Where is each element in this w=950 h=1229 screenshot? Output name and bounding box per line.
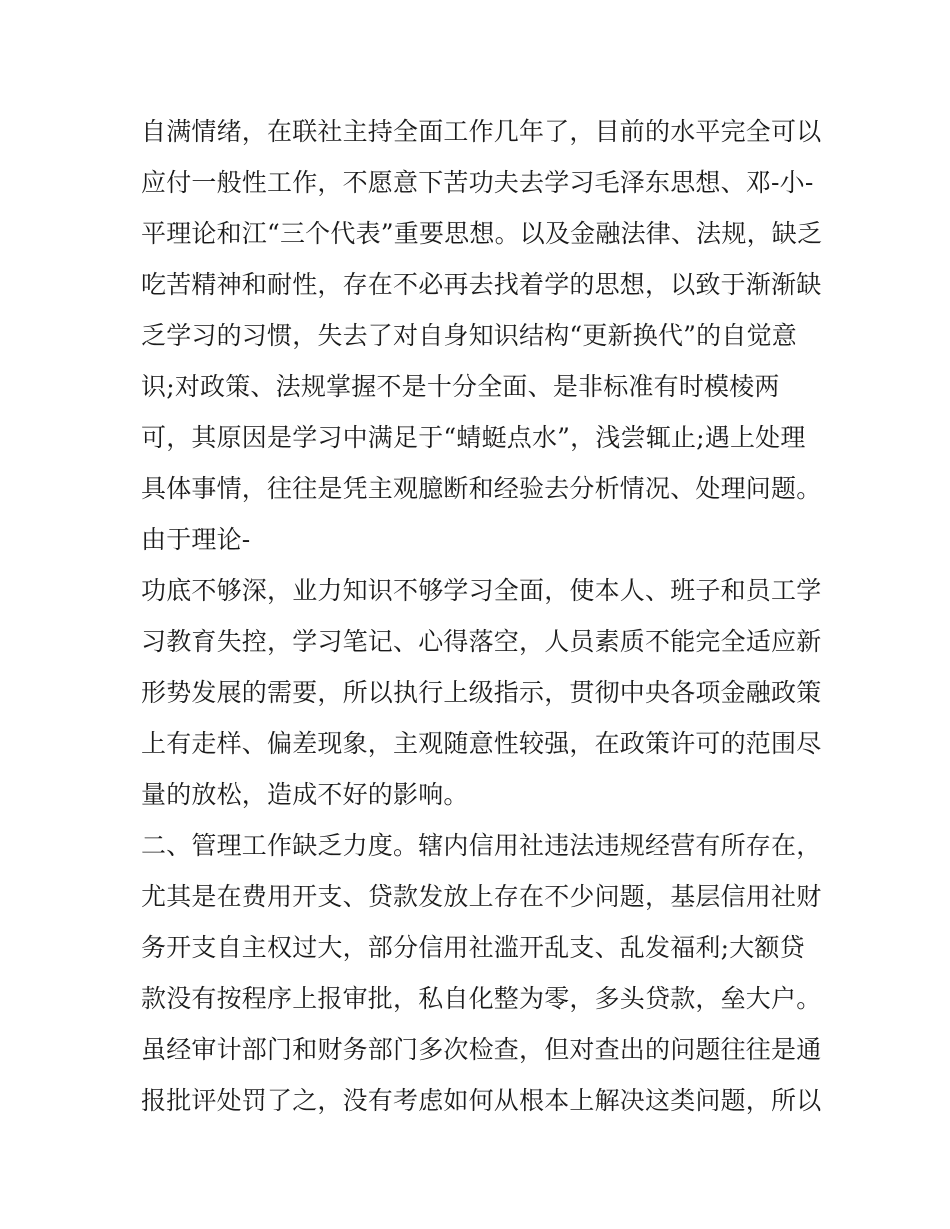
text-line: 量的放松，造成不好的影响。 xyxy=(141,780,469,809)
text-line: 可，其原因是学习中满足于“蜻蜓点水”，浅尝辄止;遇上处理 xyxy=(141,423,806,452)
text-line: 应付一般性工作，不愿意下苦功夫去学习毛泽东思想、邓-小- xyxy=(141,168,814,197)
body-text xyxy=(141,106,831,1126)
text-line: 乏学习的习惯，失去了对自身知识结构“更新换代”的自觉意 xyxy=(141,321,797,350)
text-line: 平理论和江“三个代表”重要思想。以及金融法律、法规，缺乏 xyxy=(141,219,823,248)
text-line: 务开支自主权过大，部分信用社滥开乱支、乱发福利;大额贷 xyxy=(141,933,805,962)
text-line: 由于理论- xyxy=(141,525,251,554)
text-line: 自满情绪，在联社主持全面工作几年了，目前的水平完全可以 xyxy=(141,117,822,146)
text-line: 虽经审计部门和财务部门多次检查，但对查出的问题往往是通 xyxy=(141,1035,822,1064)
text-line: 形势发展的需要，所以执行上级指示，贯彻中央各项金融政策 xyxy=(141,678,822,707)
text-line: 吃苦精神和耐性，存在不必再去找着学的思想，以致于渐渐缺 xyxy=(141,270,822,299)
text-line: 上有走样、偏差现象，主观随意性较强，在政策许可的范围尽 xyxy=(141,729,822,758)
text-line: 习教育失控，学习笔记、心得落空，人员素质不能完全适应新 xyxy=(141,627,822,656)
text-line: 二、管理工作缺乏力度。辖内信用社违法违规经营有所存在， xyxy=(141,831,822,860)
text-line: 功底不够深，业力知识不够学习全面，使本人、班子和员工学 xyxy=(141,576,822,605)
text-line: 报批评处罚了之，没有考虑如何从根本上解决这类问题，所以 xyxy=(141,1086,822,1115)
text-line: 尤其是在费用开支、贷款发放上存在不少问题，基层信用社财 xyxy=(141,882,822,911)
text-line: 识;对政策、法规掌握不是十分全面、是非标准有时模棱两 xyxy=(141,372,780,401)
text-line: 款没有按程序上报审批，私自化整为零，多头贷款，垒大户。 xyxy=(141,984,822,1013)
text-line: 具体事情，往往是凭主观臆断和经验去分析情况、处理问题。 xyxy=(141,474,822,503)
